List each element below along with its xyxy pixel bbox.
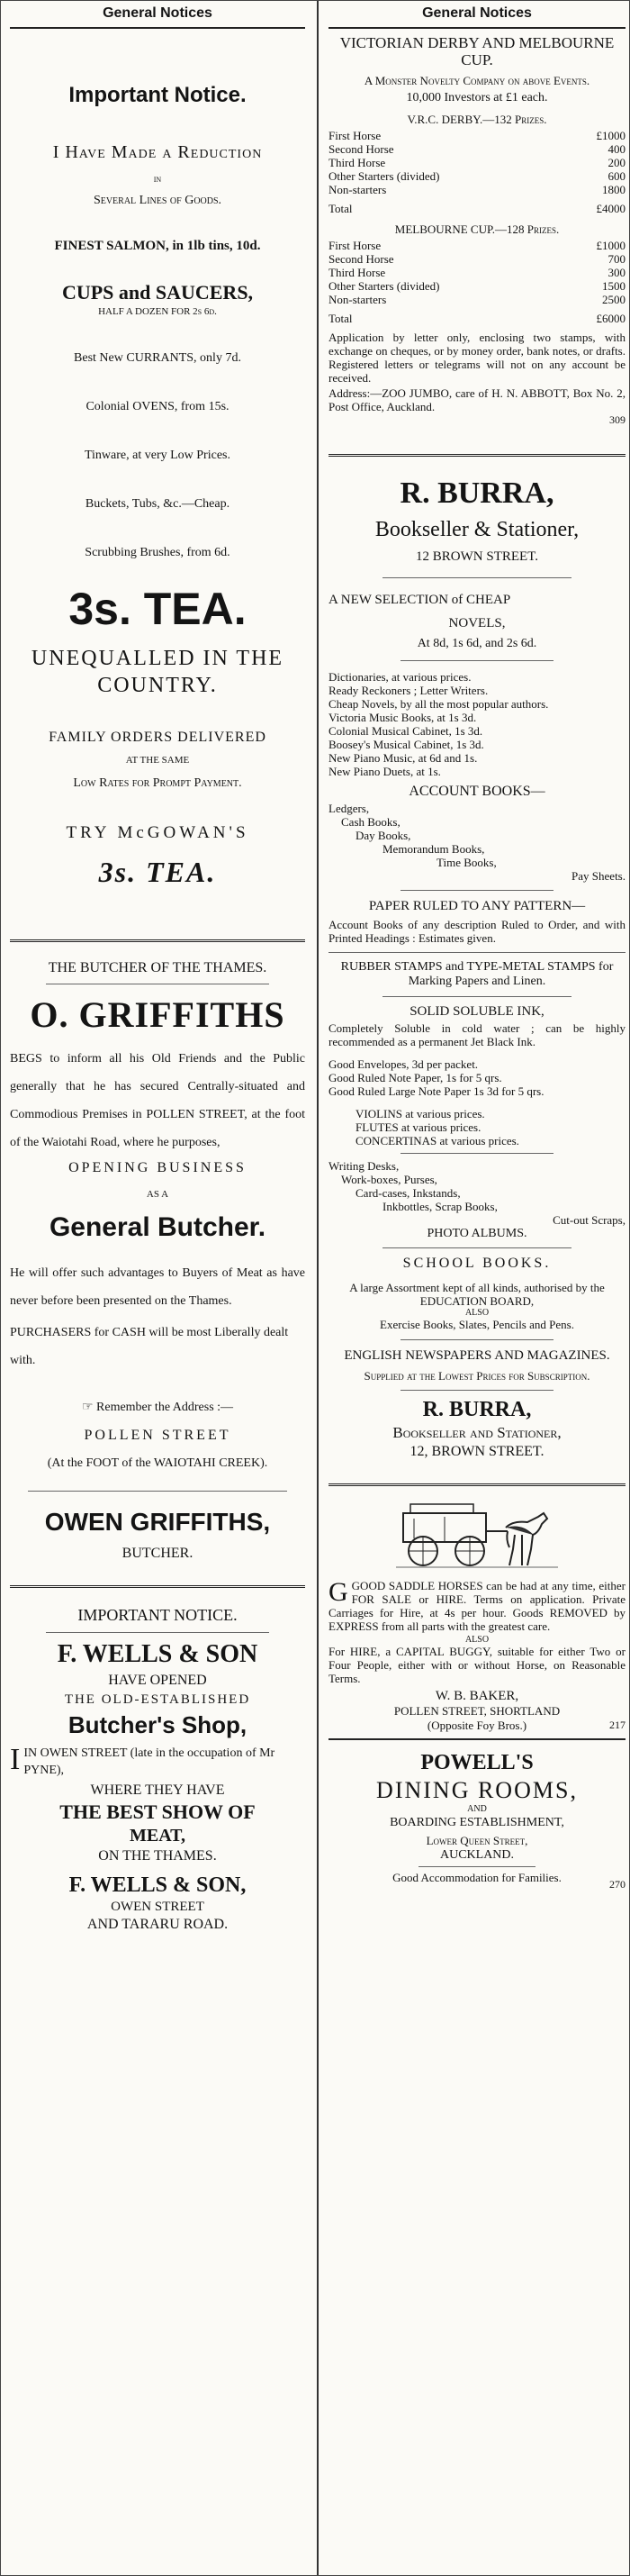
divider: [418, 1866, 536, 1867]
same-line: AT THE SAME: [125, 755, 190, 766]
burra-list: [328, 670, 626, 778]
foot-line: (At the FOOT of the WAIOTAHI CREEK).: [47, 1456, 268, 1470]
list-item: Ledgers,: [328, 802, 370, 815]
burra-trade-footer: Bookseller and Stationer,: [392, 1424, 562, 1441]
list-item: FLUTES at various prices.: [356, 1120, 482, 1134]
address-text: Address:—ZOO JUMBO, care of H. N. ABBOTT, Box No. 2, Post Office, Auckland.: [328, 386, 626, 413]
on-thames-line: ON THE THAMES.: [98, 1848, 217, 1864]
mcgowan-advert: [10, 83, 305, 889]
pollen-street-line: POLLEN STREET: [84, 1428, 231, 1443]
meat-line: MEAT,: [129, 1826, 186, 1846]
list-item: Card-cases, Inkstands,: [356, 1186, 461, 1200]
advert-number: 270: [609, 1878, 626, 1891]
opposite-text: (Opposite Foy Bros.): [427, 1719, 527, 1732]
horse-carriage-icon: [396, 1497, 558, 1571]
where-line: WHERE THEY HAVE: [90, 1782, 225, 1798]
divider: [400, 890, 554, 891]
burra-advert: [328, 476, 626, 1460]
cups-line: CUPS and SAUCERS,: [61, 281, 254, 304]
list-item: Inkbottles, Scrap Books,: [382, 1200, 498, 1213]
family-line: FAMILY ORDERS DELIVERED: [49, 730, 266, 745]
divider: [46, 1632, 269, 1633]
list-item: Cheap Novels, by all the most popular authors.: [328, 697, 549, 711]
list-item: VIOLINS at various prices.: [356, 1107, 485, 1120]
unequalled-line: UNEQUALLED IN THE COUNTRY.: [31, 647, 284, 697]
monster-line: A Monster Novelty Company on above Events.: [364, 74, 590, 87]
derby-heading: V.R.C. DERBY.—132 Prizes.: [407, 113, 547, 126]
goods-line: Several Lines of Goods.: [93, 194, 222, 207]
buckets-line: Buckets, Tubs, &c.—Cheap.: [85, 497, 230, 511]
list-item: Ready Reckoners ; Letter Writers.: [328, 684, 489, 697]
list-item: Work-boxes, Purses,: [341, 1173, 437, 1186]
burra-name-footer: R. BURRA,: [422, 1398, 532, 1421]
powell-name: POWELL'S: [420, 1751, 534, 1774]
school-books-text: A large Assortment kept of all kinds, authorised by the EDUCATION BOARD,: [349, 1281, 605, 1308]
supplied-text: Supplied at the Lowest Prices for Subscription.: [364, 1369, 590, 1383]
list-item: Colonial Musical Cabinet, 1s 3d.: [328, 724, 483, 738]
list-item: Dictionaries, at various prices.: [328, 670, 472, 684]
divider: [10, 1585, 305, 1588]
baker-opposite-line: [328, 1719, 626, 1733]
baker-street: POLLEN STREET, SHORTLAND: [393, 1704, 561, 1718]
ovens-line: Colonial OVENS, from 15s.: [86, 400, 230, 413]
left-column-header: General Notices: [10, 1, 305, 29]
divider: [382, 996, 572, 997]
divider: [328, 1483, 626, 1486]
also-line: ALSO: [464, 1308, 490, 1318]
account-list: [328, 802, 626, 883]
list-item: New Piano Music, at 6d and 1s.: [328, 751, 478, 765]
general-butcher: General Butcher.: [49, 1212, 266, 1242]
currants-line: Best New CURRANTS, only 7d.: [74, 351, 241, 365]
table-row: Second Horse 400: [328, 142, 626, 156]
tea-big: 3s. TEA.: [68, 584, 247, 634]
saddle-horses-body: GOOD SADDLE HORSES can be had at any time, either FOR SALE or HIRE. Terms on application. Private Carriages for Hire, at 4s per hour. Goods REMOVED by EXPRESS from all parts with the greatest care.: [328, 1579, 626, 1633]
baker-advert: [328, 1497, 626, 1733]
table-row: First Horse £1000: [328, 129, 626, 142]
divider: [10, 939, 305, 942]
list-item: Cut-out Scraps,: [553, 1213, 626, 1227]
table-row: Third Horse 200: [328, 156, 626, 169]
divider: [400, 1153, 554, 1154]
saddle-horses-text: [328, 1579, 626, 1633]
buggy-text: For HIRE, a CAPITAL BUGGY, suitable for either Two or Four People, either with or without Horse, on Reasonable Terms.: [328, 1645, 626, 1685]
table-row: Total £6000: [328, 312, 626, 325]
reduction-line: I Have Made a Reduction: [52, 142, 263, 162]
list-item: Good Ruled Note Paper, 1s for 5 qrs.: [328, 1071, 502, 1084]
best-show-line: THE BEST SHOW OF: [59, 1800, 256, 1823]
remember-line: [10, 1400, 305, 1415]
salmon-line: FINEST SALMON, in 1lb tins, 10d.: [54, 239, 261, 253]
as-a-line: AS A: [146, 1189, 169, 1200]
table-row: Third Horse 300: [328, 266, 626, 279]
list-item: Memorandum Books,: [382, 842, 485, 856]
left-column: [1, 1, 314, 2575]
wells-name: F. WELLS & SON: [57, 1640, 258, 1668]
in-line: in: [153, 174, 162, 185]
drop-capital: G: [328, 1577, 348, 1607]
divider: [328, 952, 626, 953]
list-item: Pay Sheets.: [572, 869, 626, 883]
low-rates-line: Low Rates for Prompt Payment.: [73, 776, 242, 790]
important-notice-title: Important Notice.: [68, 83, 247, 107]
advert-number: 309: [609, 413, 626, 426]
exercise-line: Exercise Books, Slates, Pencils and Pens.: [380, 1318, 574, 1331]
wells-name-footer: F. WELLS & SON,: [68, 1873, 247, 1897]
try-line: TRY McGOWAN'S: [66, 823, 249, 842]
cash-text: PURCHASERS for CASH will be most Liberally dealt with.: [10, 1326, 289, 1367]
derby-prize-table: [328, 129, 626, 215]
divider: [382, 577, 572, 578]
butcher-line: BUTCHER.: [122, 1546, 194, 1561]
burra-trade: Bookseller & Stationer,: [374, 518, 580, 541]
butchers-shop: Butcher's Shop,: [68, 1711, 248, 1738]
old-established: THE OLD-ESTABLISHED: [64, 1692, 251, 1707]
drop-capital: I: [10, 1743, 21, 1776]
dining-rooms: DINING ROOMS,: [376, 1777, 578, 1803]
cup-prize-table: [328, 239, 626, 325]
owen-street-line: OWEN STREET: [111, 1900, 204, 1914]
list-item: Boosey's Musical Cabinet, 1s 3d.: [328, 738, 484, 751]
soluble-ink-heading: SOLID SOLUBLE INK,: [410, 1004, 544, 1019]
baker-name: W. B. BAKER,: [435, 1689, 519, 1703]
tararu-line: AND TARARU ROAD.: [86, 1917, 229, 1932]
table-row: Second Horse 700: [328, 252, 626, 266]
soluble-ink-text: Completely Soluble in cold water ; can be highly recommended as a permanent Jet Black Ink.: [328, 1021, 626, 1048]
divider: [400, 660, 554, 661]
list-item: Time Books,: [436, 856, 497, 869]
list-item: Cash Books,: [341, 815, 400, 829]
divider: [382, 1247, 572, 1248]
tea-small: 3s. TEA.: [98, 856, 217, 888]
list-item: Day Books,: [356, 829, 411, 842]
list-item: CONCERTINAS at various prices.: [356, 1134, 519, 1147]
divider: [400, 1339, 554, 1340]
accommodation-text: Good Accommodation for Families.: [392, 1871, 562, 1884]
divider: [400, 1390, 554, 1391]
tinware-line: Tinware, at very Low Prices.: [84, 449, 230, 462]
table-row: First Horse £1000: [328, 239, 626, 252]
burra-street: 12 BROWN STREET.: [416, 549, 538, 564]
auckland-line: AUCKLAND.: [439, 1848, 515, 1862]
divider: [328, 454, 626, 457]
column-rule: [317, 1, 319, 2575]
butcher-thames-heading: THE BUTCHER OF THE THAMES.: [48, 960, 267, 975]
right-column: [321, 1, 630, 2575]
list-item: Writing Desks,: [328, 1159, 400, 1173]
list-item: Victoria Music Books, at 1s 3d.: [328, 711, 477, 724]
table-row: Other Starters (divided) 600: [328, 169, 626, 183]
list-item: Good Ruled Large Note Paper 1s 3d for 5 qrs.: [328, 1084, 544, 1098]
opening-line: OPENING BUSINESS: [68, 1160, 247, 1175]
horse-carriage-illustration: [328, 1497, 626, 1575]
have-opened: HAVE OPENED: [108, 1673, 207, 1688]
novels-prices: At 8d, 1s 6d, and 2s 6d.: [417, 637, 537, 650]
wells-body: [10, 1745, 305, 1779]
school-books-heading: SCHOOL BOOKS.: [402, 1256, 552, 1271]
list-item: PHOTO ALBUMS.: [427, 1227, 527, 1240]
pointing-hand-icon: ☞: [81, 1401, 97, 1414]
table-row: Other Starters (divided) 1500: [328, 279, 626, 293]
paper-ruled-heading: PAPER RULED TO ANY PATTERN—: [368, 899, 586, 913]
table-row: Non-starters 2500: [328, 293, 626, 306]
rubber-stamps-text: RUBBER STAMPS and TYPE-METAL STAMPS for Marking Papers and Linen.: [340, 960, 614, 988]
cup-heading: MELBOURNE CUP.—128 Prizes.: [394, 222, 560, 236]
important-notice-heading: IMPORTANT NOTICE.: [77, 1606, 238, 1624]
burra-street-footer: 12, BROWN STREET.: [410, 1444, 544, 1459]
derby-cup-title: VICTORIAN DERBY AND MELBOURNE CUP.: [339, 34, 615, 68]
and-line: AND: [467, 1804, 487, 1814]
queen-street-line: Lower Queen Street,: [426, 1834, 528, 1847]
advert-number: 217: [609, 1719, 626, 1731]
right-column-header: General Notices: [328, 1, 626, 29]
boarding-line: BOARDING ESTABLISHMENT,: [390, 1816, 564, 1829]
cups-sub: HALF A DOZEN FOR 2s 6d.: [98, 306, 217, 317]
novels-label: NOVELS,: [448, 616, 506, 630]
stationery-list: [328, 1057, 626, 1098]
divider: [28, 1491, 287, 1492]
griffiths-name: O. GRIFFITHS: [30, 994, 285, 1035]
accommodation-line: [328, 1871, 626, 1891]
remember-text: Remember the Address :—: [96, 1401, 234, 1414]
investors-line: 10,000 Investors at £1 each.: [406, 91, 548, 104]
owen-griffiths-name: OWEN GRIFFITHS,: [44, 1508, 271, 1536]
griffiths-body: BEGS to inform all his Old Friends and the Public generally that he has secured Centrally-situated and Commodious Premises in POLLEN STREET, at the foot of the Waiotahi Road, where he purposes,: [10, 1052, 305, 1149]
newspapers-heading: ENGLISH NEWSPAPERS AND MAGAZINES.: [344, 1348, 610, 1363]
list-item: Good Envelopes, 3d per packet.: [328, 1057, 479, 1071]
powell-advert: [328, 1751, 626, 1891]
burra-name: R. BURRA,: [400, 476, 554, 510]
wells-advert: [10, 1606, 305, 1933]
wells-body-text: IN OWEN STREET (late in the occupation of Mr PYNE),: [23, 1746, 275, 1777]
griffiths-advert: [10, 960, 305, 1562]
novels-line: A NEW SELECTION of CHEAP: [328, 593, 511, 607]
list-item: New Piano Duets, at 1s.: [328, 765, 441, 778]
divider: [328, 1738, 626, 1740]
application-text: Application by letter only, enclosing two stamps, with exchange on cheques, or by money order, bank notes, or drafts. Registered letters or telegrams will not on any account be received.: [328, 331, 626, 385]
account-books-heading: ACCOUNT BOOKS—: [409, 784, 545, 799]
zoo-jumbo-advert: [328, 34, 626, 427]
paper-ruled-text: Account Books of any description Ruled to Order, and with Printed Headings : Estimates given.: [328, 918, 626, 945]
instruments-list: [328, 1107, 626, 1147]
table-row: Non-starters 1800: [328, 183, 626, 196]
fancy-goods-list: [328, 1159, 626, 1240]
offer-text: He will offer such advantages to Buyers of Meat as have never before been presented on the Thames.: [10, 1266, 305, 1308]
also-line: ALSO: [464, 1635, 490, 1645]
table-row: Total £4000: [328, 202, 626, 215]
brushes-line: Scrubbing Brushes, from 6d.: [85, 546, 230, 559]
